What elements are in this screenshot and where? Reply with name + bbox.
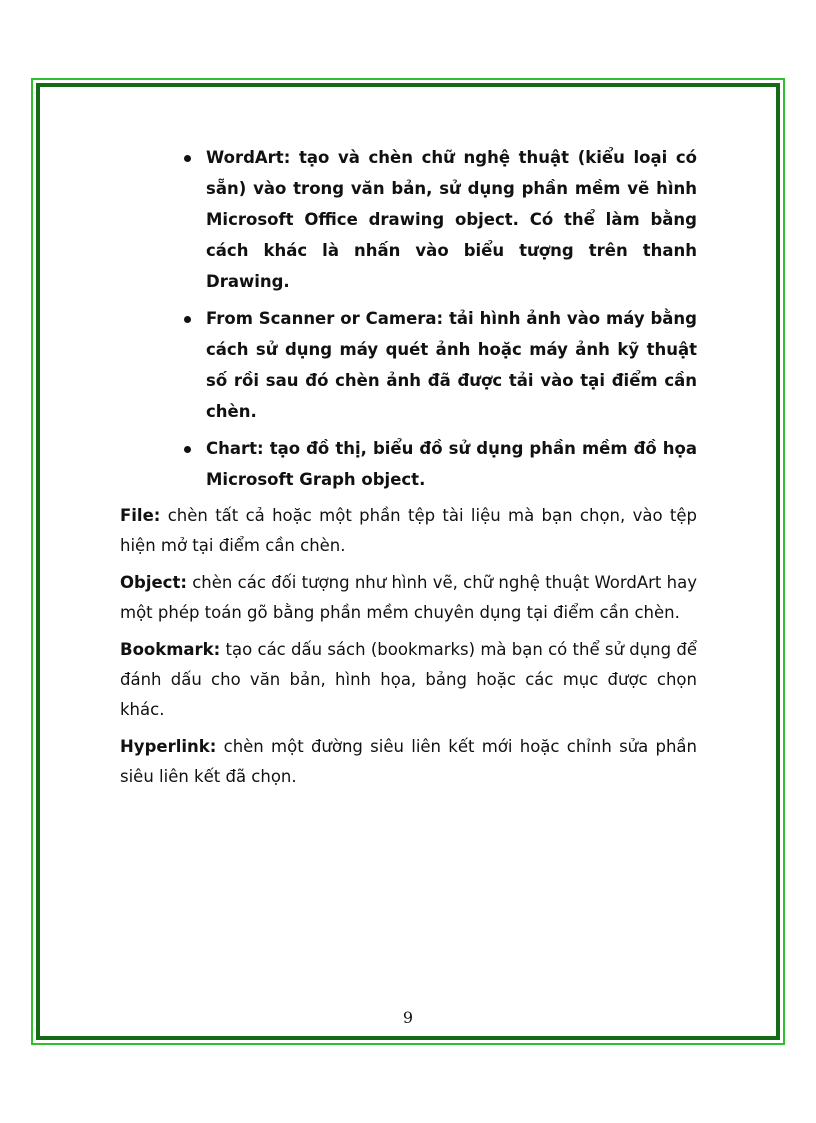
bullet-icon [184, 446, 191, 453]
paragraph-text: chèn một đường siêu liên kết mới hoặc chỉnh sửa phần siêu liên kết đã chọn. [120, 737, 698, 786]
paragraph-text: chèn các đối tượng như hình vẽ, chữ nghệ thuật WordArt hay một phép toán gõ bằng phần mềm chuyên dụng tại điểm cần chèn. [120, 573, 697, 622]
page-number: 9 [402, 1008, 414, 1027]
list-item-chart [120, 433, 697, 495]
paragraph-text: chèn tất cả hoặc một phần tệp tài liệu mà bạn chọn, vào tệp hiện mở tại điểm cần chèn. [120, 506, 697, 555]
paragraph-file [120, 501, 697, 561]
list-item-wordart [120, 142, 697, 297]
list-item-text: tạo và chèn chữ nghệ thuật (kiểu loại có sẵn) vào trong văn bản, sử dụng phần mềm vẽ hình Microsoft Office drawing object. Có thể làm bằng cách khác là nhấn vào biểu tượng trên thanh Drawing. [206, 148, 698, 291]
bullet-icon [184, 155, 191, 162]
list-item-text: tải hình ảnh vào máy bằng cách sử dụng máy quét ảnh hoặc máy ảnh kỹ thuật số rồi sau đó chèn ảnh đã được tải vào tại điểm cần chèn. [206, 309, 697, 421]
paragraph-object [120, 568, 697, 628]
document-body [120, 142, 697, 799]
paragraph-term: Bookmark: [120, 640, 221, 659]
list-item-term: Chart: [206, 439, 264, 458]
paragraph-text: tạo các dấu sách (bookmarks) mà bạn có thể sử dụng để đánh dấu cho văn bản, hình họa, bảng hoặc các mục được chọn khác. [120, 640, 697, 719]
list-item-text: tạo đồ thị, biểu đồ sử dụng phần mềm đồ họa Microsoft Graph object. [206, 439, 698, 489]
insert-picture-options-list [120, 142, 697, 495]
list-item-term: From Scanner or Camera: [206, 309, 444, 328]
bullet-icon [184, 316, 191, 323]
paragraph-bookmark [120, 635, 697, 725]
list-item-scanner-camera [120, 303, 697, 427]
paragraph-term: Hyperlink: [120, 737, 217, 756]
list-item-term: WordArt: [206, 148, 291, 167]
paragraph-hyperlink [120, 732, 697, 792]
paragraph-term: File: [120, 506, 161, 525]
paragraph-term: Object: [120, 573, 187, 592]
